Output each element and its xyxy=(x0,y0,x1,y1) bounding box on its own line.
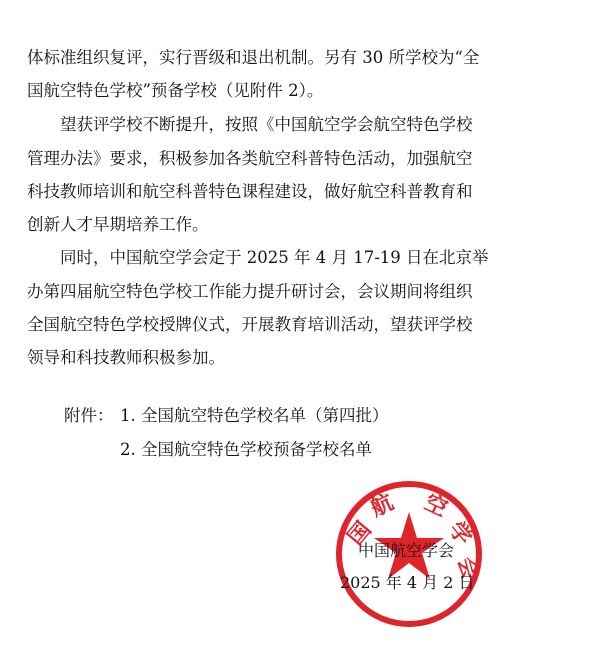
paragraph-1-line-2: 国航空特色学校”预备学校（见附件 2）。 xyxy=(27,81,324,100)
svg-text:会: 会 xyxy=(452,554,484,583)
paragraph-3-line-4: 领导和科技教师积极参加。 xyxy=(27,348,225,367)
signature-organization: 中国航空学会 xyxy=(358,541,455,560)
attachment-item-2: 2. 全国航空特色学校预备学校名单 xyxy=(120,440,372,459)
paragraph-2-line-2: 管理办法》要求，积极参加各类航空科普特色活动，加强航空 xyxy=(27,149,473,168)
paragraph-3-line-2: 办第四届航空特色学校工作能力提升研讨会，会议期间将组织 xyxy=(27,282,473,301)
svg-text:空: 空 xyxy=(420,489,452,523)
attachment-label: 附件： xyxy=(64,406,114,425)
paragraph-3-line-1: 同时，中国航空学会定于 2025 年 4 月 17-19 日在北京举 xyxy=(60,248,489,267)
svg-text:学: 学 xyxy=(443,516,478,551)
paragraph-1-line-1: 体标准组织复评，实行晋级和退出机制。另有 30 所学校为“全 xyxy=(27,48,480,67)
paragraph-3-line-3: 全国航空特色学校授牌仪式，开展教育培训活动，望获评学校 xyxy=(27,315,473,334)
svg-text:国: 国 xyxy=(342,516,377,551)
svg-text:航: 航 xyxy=(366,489,398,523)
paragraph-2-line-1: 望获评学校不断提升，按照《中国航空学会航空特色学校 xyxy=(60,115,473,134)
signature-date: 2025 年 4 月 2 日 xyxy=(340,573,475,592)
paragraph-2-line-4: 创新人才早期培养工作。 xyxy=(27,215,209,234)
paragraph-2-line-3: 科技教师培训和航空科普特色课程建设，做好航空科普教育和 xyxy=(27,182,473,201)
attachment-item-1: 1. 全国航空特色学校名单（第四批） xyxy=(120,406,389,425)
